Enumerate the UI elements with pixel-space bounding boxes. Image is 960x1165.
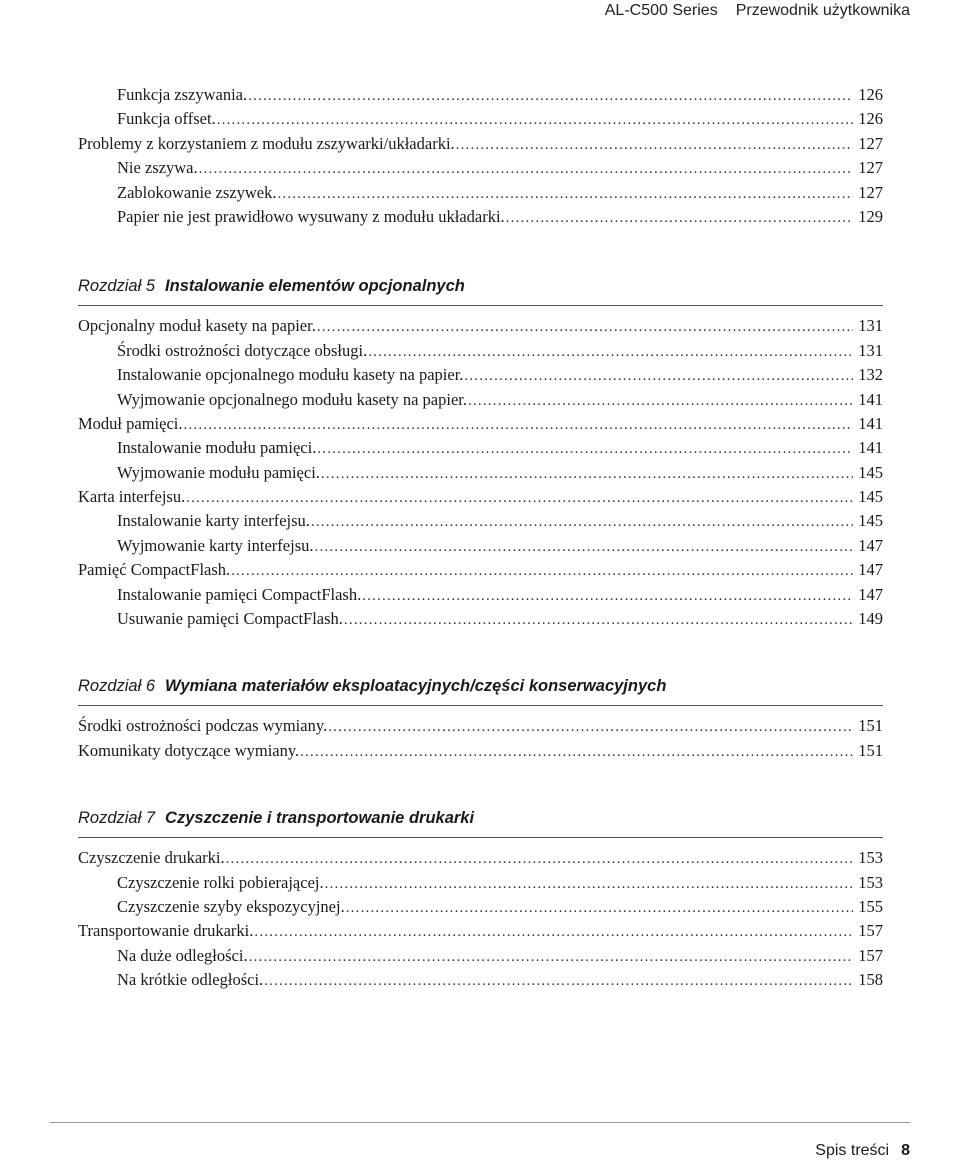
toc-entry-title: Komunikaty dotyczące wymiany. — [78, 740, 300, 760]
toc-entry-page: 151 — [858, 740, 883, 760]
dot-leader — [464, 368, 853, 385]
running-header — [605, 0, 910, 22]
toc-entry[interactable] — [78, 946, 883, 970]
toc-entry[interactable] — [78, 921, 883, 945]
toc-entry-title: Zablokowanie zszywek. — [117, 182, 277, 202]
toc-entry-title: Usuwanie pamięci CompactFlash. — [117, 609, 343, 629]
toc-entry-page: 147 — [858, 535, 883, 555]
footer-rule — [50, 1122, 910, 1123]
toc-entry-title: Czyszczenie drukarki. — [78, 848, 225, 868]
dot-leader — [317, 319, 853, 336]
toc-entry-title: Instalowanie karty interfejsu. — [117, 511, 310, 531]
dot-leader — [344, 612, 853, 629]
toc-entry-title: Instalowanie pamięci CompactFlash. — [117, 584, 362, 604]
toc-entry[interactable] — [78, 536, 883, 560]
toc-group-top — [78, 85, 883, 231]
toc-entry-title: Środki ostrożności podczas wymiany. — [78, 716, 328, 736]
toc-entry-page: 126 — [858, 85, 883, 104]
toc-entry-page: 149 — [858, 609, 883, 629]
toc-entry[interactable] — [78, 741, 883, 765]
page-number: 8 — [901, 1142, 910, 1159]
toc-entry[interactable] — [78, 207, 883, 231]
toc-entry[interactable] — [78, 134, 883, 158]
dot-leader — [248, 88, 853, 105]
chapter-number: Rozdział 7 — [78, 809, 156, 828]
chapter-heading-5 — [78, 277, 883, 306]
toc-entry-title: Wyjmowanie opcjonalnego modułu kasety na papier. — [117, 389, 467, 409]
dot-leader — [300, 744, 853, 761]
toc-entry[interactable] — [78, 560, 883, 584]
toc-entry-page: 131 — [858, 340, 883, 360]
toc-entry[interactable] — [78, 365, 883, 389]
toc-entry-page: 153 — [858, 848, 883, 868]
toc-entry[interactable] — [78, 873, 883, 897]
chapter-title: Czyszczenie i transportowanie drukarki — [165, 809, 475, 828]
dot-leader — [226, 851, 853, 868]
toc-entry-page: 127 — [858, 182, 883, 202]
toc-entry[interactable] — [78, 183, 883, 207]
chapter-title: Wymiana materiałów eksploatacyjnych/części konserwacyjnych — [165, 677, 667, 696]
dot-leader — [328, 719, 853, 736]
toc-entry-title: Na krótkie odległości. — [117, 970, 264, 990]
toc-entry[interactable] — [78, 85, 883, 109]
toc-entry[interactable] — [78, 897, 883, 921]
toc-entry-title: Karta interfejsu. — [78, 487, 186, 507]
dot-leader — [506, 210, 853, 227]
toc-entry-title: Papier nie jest prawidłowo wysuwany z modułu układarki. — [117, 206, 505, 226]
toc-entry-page: 145 — [858, 511, 883, 531]
dot-leader — [362, 588, 853, 605]
guide-name: Przewodnik użytkownika — [735, 2, 910, 19]
toc-entry-page: 151 — [858, 716, 883, 736]
dot-leader — [368, 344, 853, 361]
toc-entry[interactable] — [78, 609, 883, 633]
toc-entry-title: Instalowanie modułu pamięci. — [117, 438, 317, 458]
table-of-contents — [78, 85, 883, 995]
toc-entry[interactable] — [78, 716, 883, 740]
dot-leader — [325, 876, 853, 893]
toc-entry-title: Opcjonalny moduł kasety na papier. — [78, 316, 316, 336]
toc-entry-title: Problemy z korzystaniem z modułu zszywarki/układarki. — [78, 133, 455, 153]
toc-entry[interactable] — [78, 158, 883, 182]
dot-leader — [321, 466, 853, 483]
toc-entry-page: 145 — [858, 487, 883, 507]
toc-entry-page: 129 — [858, 206, 883, 226]
dot-leader — [231, 563, 853, 580]
toc-entry-page: 131 — [858, 316, 883, 336]
toc-entry-title: Czyszczenie rolki pobierającej. — [117, 872, 324, 892]
dot-leader — [264, 973, 853, 990]
toc-entry-page: 155 — [858, 896, 883, 916]
toc-entry-page: 145 — [858, 462, 883, 482]
toc-entry[interactable] — [78, 316, 883, 340]
chapter-number: Rozdział 5 — [78, 277, 156, 296]
toc-entry-title: Funkcja zszywania. — [117, 85, 248, 104]
toc-entry-title: Moduł pamięci. — [78, 413, 183, 433]
toc-group-chapter-7 — [78, 848, 883, 994]
toc-entry[interactable] — [78, 463, 883, 487]
toc-entry[interactable] — [78, 487, 883, 511]
toc-entry[interactable] — [78, 848, 883, 872]
toc-entry[interactable] — [78, 511, 883, 535]
toc-entry-page: 153 — [858, 872, 883, 892]
dot-leader — [277, 186, 853, 203]
toc-entry[interactable] — [78, 970, 883, 994]
toc-entry-title: Instalowanie opcjonalnego modułu kasety na papier. — [117, 365, 464, 385]
toc-entry-page: 158 — [858, 970, 883, 990]
dot-leader — [249, 949, 853, 966]
toc-entry-title: Środki ostrożności dotyczące obsługi. — [117, 340, 368, 360]
dot-leader — [217, 112, 853, 129]
toc-entry[interactable] — [78, 390, 883, 414]
dot-leader — [311, 514, 853, 531]
toc-entry-page: 157 — [858, 921, 883, 941]
toc-group-chapter-6 — [78, 716, 883, 765]
toc-entry[interactable] — [78, 109, 883, 133]
chapter-title: Instalowanie elementów opcjonalnych — [165, 277, 465, 296]
dot-leader — [199, 161, 853, 178]
dot-leader — [186, 490, 853, 507]
footer-section: Spis treści — [815, 1142, 890, 1159]
toc-entry-title: Wyjmowanie modułu pamięci. — [117, 462, 320, 482]
toc-entry-title: Funkcja offset. — [117, 109, 216, 129]
toc-entry-page: 147 — [858, 560, 883, 580]
product-name: AL-C500 Series — [604, 2, 718, 19]
dot-leader — [315, 539, 854, 556]
dot-leader — [346, 900, 853, 917]
toc-entry-title: Transportowanie drukarki. — [78, 921, 254, 941]
toc-entry-title: Czyszczenie szyby ekspozycyjnej. — [117, 896, 345, 916]
toc-entry-page: 141 — [858, 389, 883, 409]
chapter-number: Rozdział 6 — [78, 677, 156, 696]
toc-group-chapter-5 — [78, 316, 883, 633]
toc-entry-page: 127 — [858, 158, 883, 178]
toc-entry[interactable] — [78, 585, 883, 609]
toc-entry[interactable] — [78, 414, 883, 438]
toc-entry-page: 141 — [858, 438, 883, 458]
dot-leader — [254, 924, 853, 941]
chapter-heading-6 — [78, 677, 883, 706]
toc-entry-page: 141 — [858, 413, 883, 433]
toc-entry-page: 132 — [858, 365, 883, 385]
toc-entry[interactable] — [78, 341, 883, 365]
toc-entry-page: 157 — [858, 945, 883, 965]
dot-leader — [317, 441, 853, 458]
chapter-heading-7 — [78, 809, 883, 838]
dot-leader — [468, 393, 853, 410]
toc-entry[interactable] — [78, 438, 883, 462]
toc-entry-page: 126 — [858, 109, 883, 129]
toc-entry-page: 127 — [858, 133, 883, 153]
footer — [815, 1142, 910, 1160]
toc-entry-title: Pamięć CompactFlash. — [78, 560, 231, 580]
toc-entry-title: Na duże odległości. — [117, 945, 248, 965]
dot-leader — [183, 417, 853, 434]
toc-entry-title: Wyjmowanie karty interfejsu. — [117, 535, 314, 555]
toc-entry-title: Nie zszywa. — [117, 158, 198, 178]
dot-leader — [456, 137, 853, 154]
toc-entry-page: 147 — [858, 584, 883, 604]
